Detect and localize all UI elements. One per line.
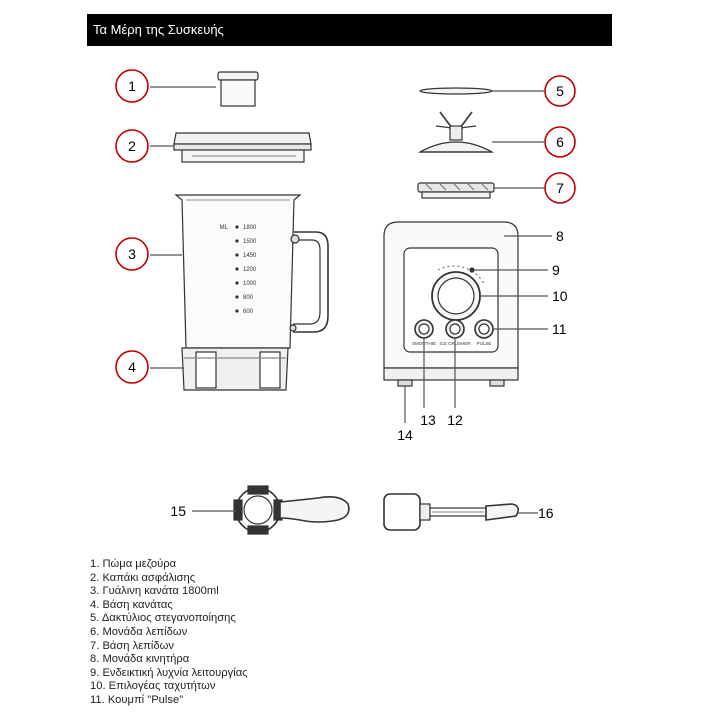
svg-text:1200: 1200 — [243, 267, 257, 273]
svg-text:1000: 1000 — [243, 281, 257, 287]
smoothie-button — [415, 320, 433, 338]
callout-8: 8 — [556, 228, 564, 244]
svg-text:6: 6 — [556, 134, 564, 150]
pulse-button — [475, 320, 493, 338]
ice-crusher-button — [446, 320, 464, 338]
parts-list — [90, 558, 248, 708]
list-item: 8. Μονάδα κινητήρα — [90, 653, 190, 666]
measuring-cap — [218, 72, 258, 106]
svg-text:1: 1 — [128, 78, 136, 94]
list-item: 7. Βάση λεπίδων — [90, 639, 174, 652]
svg-text:600: 600 — [243, 309, 254, 315]
callout-15: 15 — [170, 503, 186, 519]
wrench-tool — [234, 486, 349, 534]
sealing-ring — [420, 88, 492, 94]
jar-base — [182, 348, 288, 390]
svg-text:1450: 1450 — [243, 253, 257, 259]
svg-text:5: 5 — [556, 83, 564, 99]
indicator-light — [470, 268, 474, 272]
glass-jar — [176, 195, 328, 348]
list-item: 6. Μονάδα λεπίδων — [90, 625, 188, 638]
list-item: 10. Επιλογέας ταχυτήτων — [90, 680, 216, 693]
svg-text:4: 4 — [128, 359, 136, 375]
blade-base — [418, 183, 494, 198]
callout-5 — [545, 76, 575, 106]
list-item: 2. Καπάκι ασφάλισης — [90, 571, 196, 584]
smoothie-label: SMOOTHIE — [411, 341, 437, 346]
svg-text:7: 7 — [556, 180, 564, 196]
list-item: 11. Κουμπί "Pulse" — [90, 693, 184, 706]
callout-12: 12 — [447, 412, 463, 428]
list-item: 3. Γυάλινη κανάτα 1800ml — [90, 585, 219, 598]
list-item: 5. Δακτύλιος στεγανοποίησης — [90, 612, 236, 625]
svg-text:ML: ML — [219, 225, 228, 231]
lid — [174, 133, 311, 162]
list-item: 9. Ενδεικτική λυχνία λειτουργίας — [90, 666, 248, 679]
callout-2 — [116, 130, 148, 162]
blade-unit — [420, 112, 492, 152]
callout-3 — [116, 238, 148, 270]
svg-text:800: 800 — [243, 295, 254, 301]
svg-text:2: 2 — [128, 138, 136, 154]
callout-4 — [116, 351, 148, 383]
callout-14: 14 — [397, 427, 413, 443]
callout-9: 9 — [552, 262, 560, 278]
callout-11: 11 — [552, 321, 567, 337]
callout-7 — [545, 173, 575, 203]
callout-13: 13 — [420, 412, 436, 428]
tool-side-view — [384, 494, 518, 530]
callout-6 — [545, 127, 575, 157]
ice-crusher-label: ICE CRUSHER — [439, 341, 471, 346]
pulse-label: PULSE — [476, 341, 492, 346]
svg-text:1500: 1500 — [243, 239, 257, 245]
list-item: 1. Πώμα μεζούρα — [90, 558, 177, 570]
callout-10: 10 — [552, 288, 568, 304]
list-item: 4. Βάση κανάτας — [90, 598, 173, 611]
svg-text:3: 3 — [128, 246, 136, 262]
section-title: Τα Μέρη της Συσκευής — [93, 22, 224, 37]
svg-text:1800: 1800 — [243, 225, 257, 231]
callout-16: 16 — [538, 505, 554, 521]
callout-1 — [116, 70, 148, 102]
